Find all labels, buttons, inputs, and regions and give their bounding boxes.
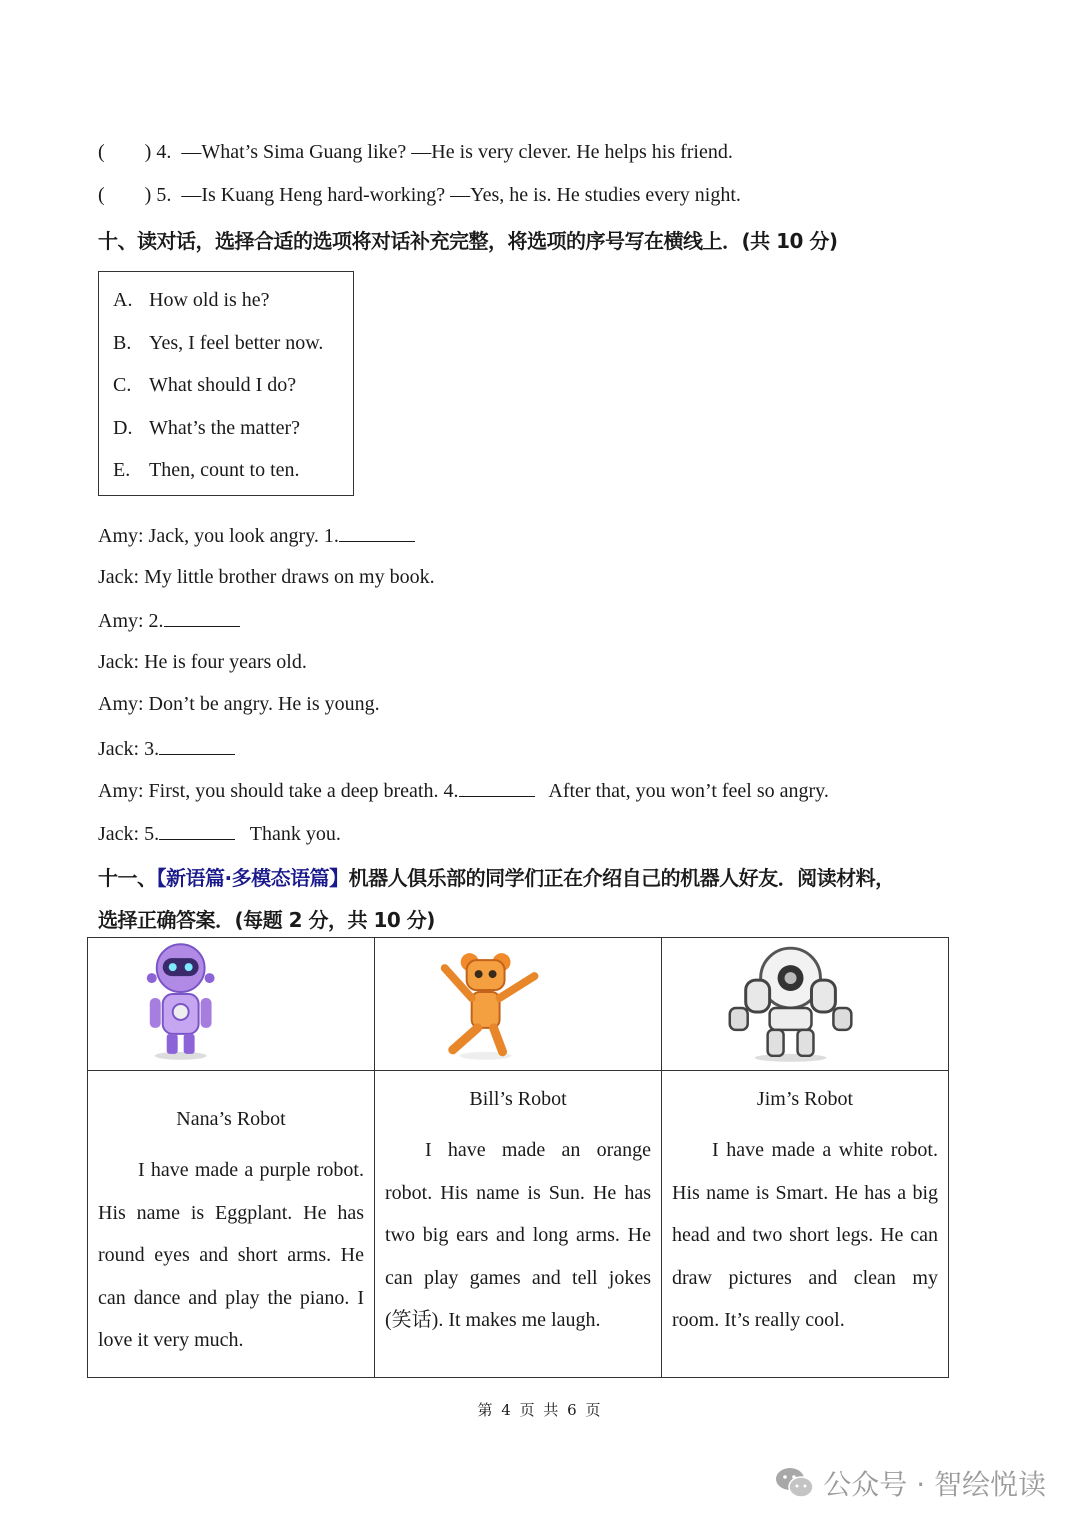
- robot-image-cell-bill: [375, 938, 662, 1071]
- robot-image-cell-jim: [662, 938, 949, 1071]
- robot-card-nana: [88, 1071, 375, 1378]
- section-11-heading-line2: 选择正确答案．(每题 2 分，共 10 分): [98, 908, 435, 932]
- dialogue-line-3: Amy: 2.: [98, 608, 240, 633]
- option-b: B. Yes, I feel better now.: [113, 332, 324, 354]
- answer-blank-2[interactable]: [164, 608, 240, 627]
- robot-title-nana: Nana’s Robot: [176, 1108, 286, 1130]
- section-11-heading: 十一、【新语篇·多模态语篇】机器人俱乐部的同学们正在介绍自己的机器人好友．阅读材料，: [98, 866, 895, 890]
- page-footer: 第 4 页 共 6 页: [477, 1401, 603, 1419]
- robots-table: [87, 937, 949, 1378]
- robot-image-cell-nana: [88, 938, 375, 1071]
- option-c: C. What should I do?: [113, 374, 297, 396]
- answer-blank-3[interactable]: [159, 736, 235, 755]
- robot-title-jim: Jim’s Robot: [756, 1088, 854, 1110]
- section-10-heading: 十、读对话，选择合适的选项将对话补充完整，将选项的序号写在横线上．(共 10 分): [98, 229, 838, 253]
- dialogue-line-2: Jack: My little brother draws on my book.: [98, 566, 435, 588]
- options-box: [98, 271, 354, 496]
- answer-blank-5[interactable]: [159, 821, 235, 840]
- dialogue-line-5: Amy: Don’t be angry. He is young.: [98, 693, 380, 715]
- white-robot-icon: [662, 938, 948, 1065]
- answer-blank-1[interactable]: [339, 523, 415, 542]
- robot-text-bill: I have made an orange robot. His name is Sun. He has two big ears and long arms. He can play games and tell jokes (笑话). It makes me laugh.: [385, 1139, 651, 1331]
- answer-blank-4[interactable]: [459, 778, 535, 797]
- robot-card-bill: [375, 1071, 662, 1378]
- robot-title-bill: Bill’s Robot: [469, 1088, 567, 1110]
- question-5: ( ) 5. —Is Kuang Heng hard-working? —Yes, he is. He studies every night.: [98, 184, 741, 206]
- dialogue-line-6: Jack: 3.: [98, 736, 235, 761]
- dialogue-line-1: Amy: Jack, you look angry. 1.: [98, 523, 415, 548]
- orange-robot-icon: [375, 938, 661, 1065]
- robot-text-jim: I have made a white robot. His name is Smart. He has a big head and two short legs. He can draw pictures and clean my room. It’s really cool.: [672, 1139, 938, 1331]
- purple-robot-icon: [88, 938, 374, 1065]
- wechat-icon: [775, 1466, 815, 1500]
- dialogue-line-7: Amy: First, you should take a deep breath. 4. After that, you won’t feel so angry.: [98, 780, 829, 802]
- option-e: E. Then, count to ten.: [113, 459, 300, 481]
- option-a: A. How old is he?: [113, 289, 270, 311]
- dialogue-line-8: Jack: 5. Thank you.: [98, 823, 341, 845]
- dialogue-line-4: Jack: He is four years old.: [98, 651, 307, 673]
- section-11-tag: 【新语篇·多模态语篇】: [156, 866, 349, 890]
- watermark: 公众号 · 智绘悦读: [775, 1463, 1046, 1503]
- question-4: ( ) 4. —What’s Sima Guang like? —He is very clever. He helps his friend.: [98, 141, 733, 163]
- robot-card-jim: [662, 1071, 949, 1378]
- robot-text-nana: I have made a purple robot. His name is Eggplant. He has round eyes and short arms. He can dance and play the piano. I love it very much.: [98, 1159, 364, 1351]
- option-d: D. What’s the matter?: [113, 417, 301, 439]
